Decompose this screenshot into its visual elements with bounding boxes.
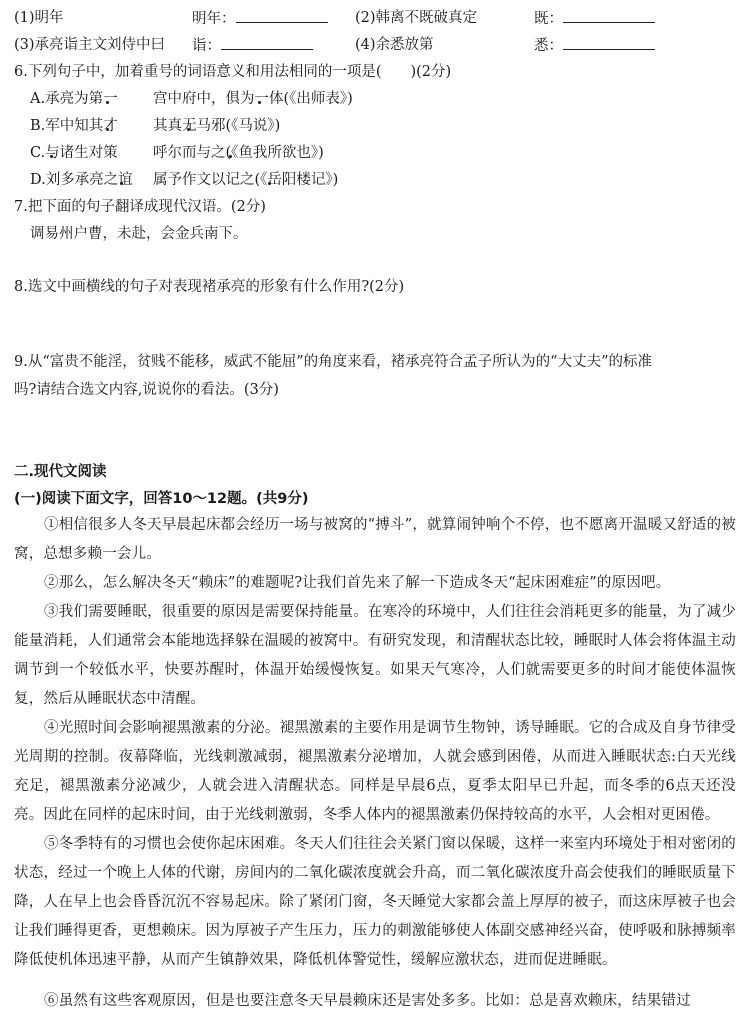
section-subtitle: (一)阅读下面文字，回答10～12题。(共9分) xyxy=(14,491,309,507)
answer-blank[interactable] xyxy=(236,8,328,23)
question-9-line-2: 吗?请结合选文内容,说说你的看法。(3分) xyxy=(14,382,279,398)
vocab-answer-1: 明年： xyxy=(192,8,328,29)
vocab-answer-2: 既： xyxy=(534,8,655,29)
vocab-question-2: (2)韩离不既破真定 xyxy=(355,10,478,26)
answer-blank[interactable] xyxy=(563,8,655,23)
vocab-question-4: (4)余悉放第 xyxy=(355,37,434,53)
q6-option-d-example: 属予作文以记之(《岳阳楼记》) xyxy=(153,172,339,188)
question-7-sentence: 调易州户曹，未赴，会金兵南下。 xyxy=(30,226,248,242)
paragraph-2: ②那么，怎么解决冬天“赖床”的难题呢?让我们首先来了解一下造成冬天“起床困难症”的原因吧。 xyxy=(44,575,671,591)
vocab-answer-3: 诣： xyxy=(192,35,313,56)
vocab-answer-4: 悉： xyxy=(534,35,655,56)
vocab-question-1: (1)明年 xyxy=(14,10,64,26)
q6-option-c-label: C.与诸生对策 xyxy=(30,145,118,161)
q6-option-c-example: 呼尔而与之(《鱼我所欲也》) xyxy=(153,145,324,161)
paragraph-6: ⑥虽然有这些客观原因，但是也要注意冬天早晨赖床还是害处多多。比如：总是喜欢赖床，结果错过 xyxy=(44,993,691,1009)
q6-option-b-example: 其真无马邪(《马说》) xyxy=(153,118,281,134)
vocab-question-3: (3)承亮诣主文刘侍中曰 xyxy=(14,37,166,53)
section-title: 二.现代文阅读 xyxy=(14,464,107,480)
q6-option-a-label: A.承亮为第一 xyxy=(30,91,118,107)
q6-option-d-label: D.刘多承亮之谊 xyxy=(30,172,133,188)
paragraph-1: ①相信很多人冬天早晨起床都会经历一场与被窝的“搏斗”，就算闹钟响个不停，也不愿离开温暖又舒适的被窝，总想多赖一会儿。 xyxy=(14,517,736,562)
q6-option-a-example: 宫中府中，俱为一体(《出师表》) xyxy=(153,91,353,107)
answer-blank[interactable] xyxy=(563,35,655,50)
paragraph-5: ⑤冬季特有的习惯也会使你起床困难。冬天人们往往会关紧门窗以保暖，这样一来室内环境处于相对密闭的状态，经过一个晚上人体的代谢，房间内的二氧化碳浓度就会升高，而二氧化碳浓度升高会使我们的睡眠质量下降，人在早上也会昏昏沉沉不容易起床。除了紧闭门窗，冬天睡觉大家都会盖上厚厚的被子，而这床厚被子也会让我们睡得更香，更想赖床。因为厚被子产生压力，压力的刺激能够使人体副交感神经兴奋，使呼吸和脉搏频率降低使机体迅速平静，从而产生镇静效果，降低机体警觉性，缓解应激状态，进而促进睡眠。 xyxy=(14,836,736,968)
question-7-stem: 7.把下面的句子翻译成现代汉语。(2分) xyxy=(14,199,266,215)
answer-blank[interactable] xyxy=(221,35,313,50)
paragraph-4: ④光照时间会影响褪黑激素的分泌。褪黑激素的主要作用是调节生物钟，诱导睡眠。它的合成及自身节律受光周期的控制。夜幕降临，光线刺激减弱，褪黑激素分泌增加，人就会感到困倦，从而进入睡眠状态:白天光线充足，褪黑激素分泌减少，人就会进入清醒状态。同样是早晨6点，夏季太阳早已升起，而冬季的6点天还没亮。因此在同样的起床时间，由于光线刺激弱，冬季人体内的褪黑激素仍保持较高的水平，人会相对更困倦。 xyxy=(14,720,736,823)
question-9-line-1: 9.从“富贵不能淫，贫贱不能移，威武不能屈”的角度来看，褚承亮符合孟子所认为的“大丈夫”的标准 xyxy=(14,354,652,370)
paragraph-3: ③我们需要睡眠，很重要的原因是需要保持能量。在寒冷的环境中，人们往往会消耗更多的能量，为了减少能量消耗，人们通常会本能地选择躲在温暖的被窝中。有研究发现，和清醒状态比较，睡眠时人体会将体温主动调节到一个较低水平，快要苏醒时，体温开始缓慢恢复。如果天气寒冷，人们就需要更多的时间才能使体温恢复，然后从睡眠状态中清醒。 xyxy=(14,604,736,707)
question-8-stem: 8.选文中画横线的句子对表现褚承亮的形象有什么作用?(2分) xyxy=(14,279,405,295)
question-6-stem: 6.下列句子中，加着重号的词语意义和用法相同的一项是( )(2分) xyxy=(14,64,452,80)
q6-option-b-label: B.军中知其才 xyxy=(30,118,118,134)
